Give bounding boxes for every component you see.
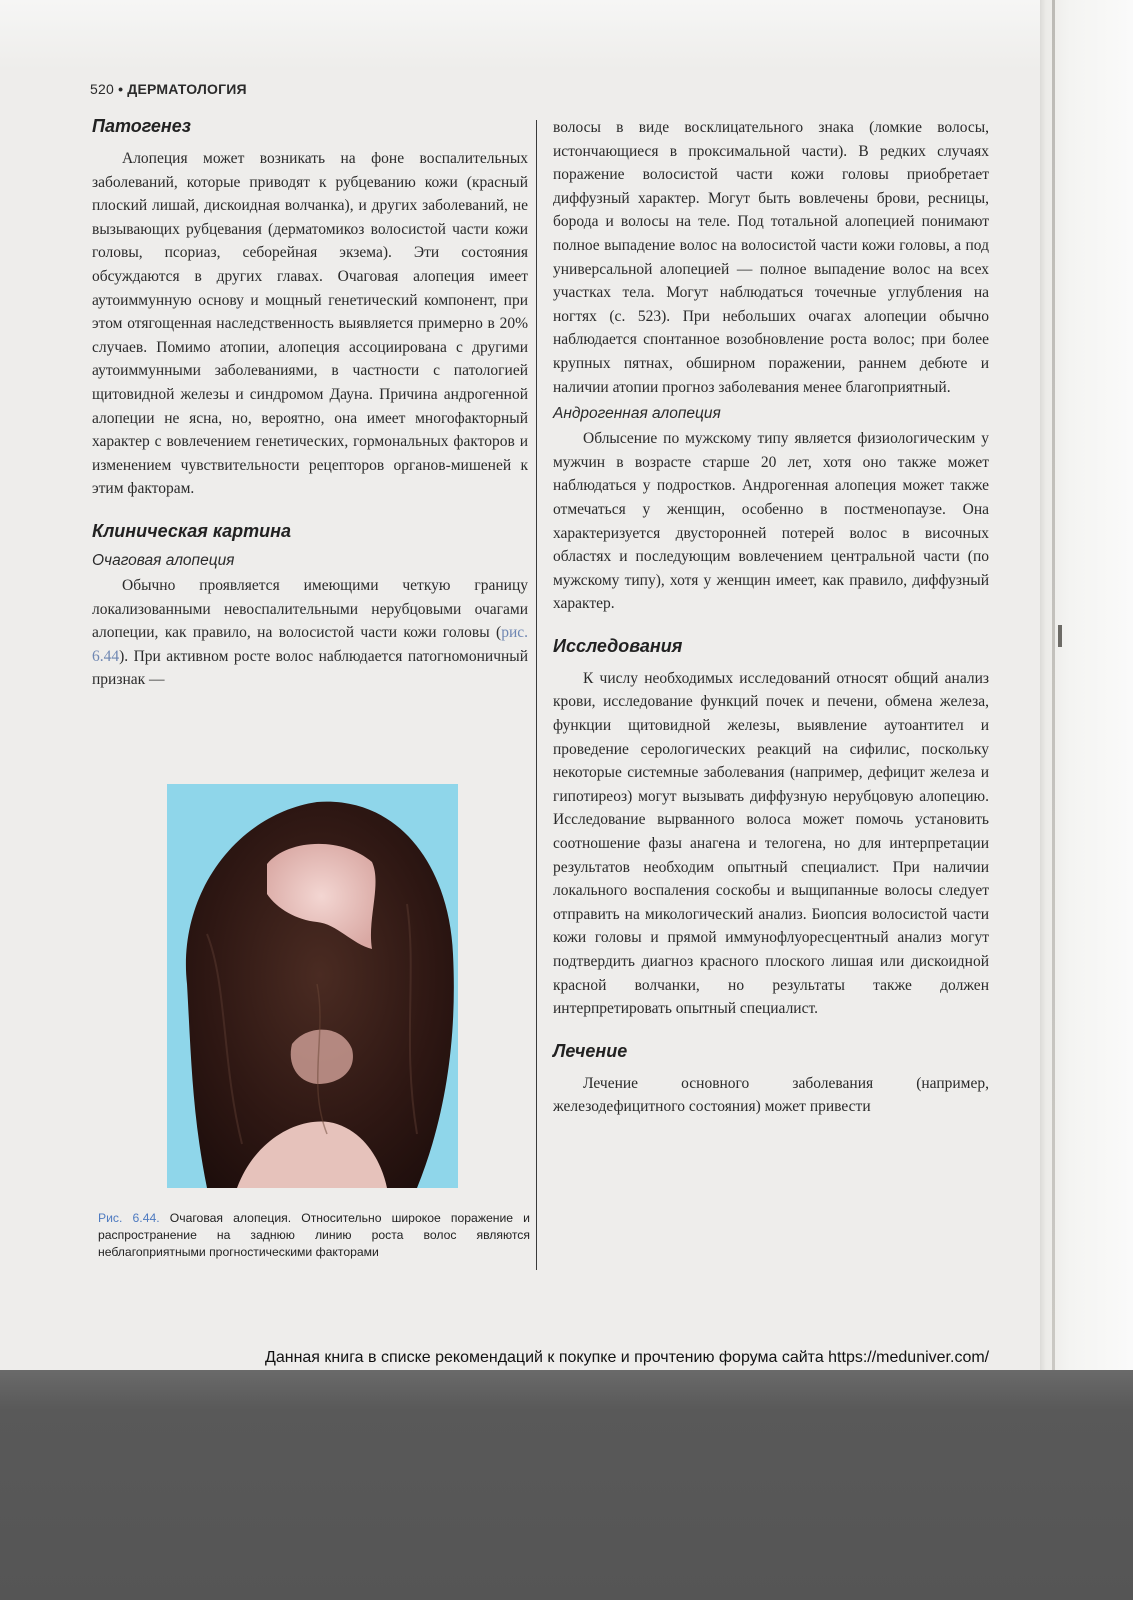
figure-caption-text: Очаговая алопеция. Относительно широкое поражение и распространение на заднюю линию роста волос являются неблагоприятными прогностическими факторами — [98, 1211, 530, 1259]
treatment-heading: Лечение — [553, 1040, 628, 1061]
page-top-shade — [0, 0, 1133, 70]
focal-text-end: ). При активном росте волос наблюдается патогномоничный признак — — [92, 647, 528, 689]
focal-text-start: Обычно проявляется имеющими четкую границу локализованными невоспалительными нерубцовыми очагами алопеции, как правило, на волосистой части кожи головы ( — [92, 576, 528, 642]
investigations-heading: Исследования — [553, 635, 683, 656]
androgenic-alopecia-subheading: Андрогенная алопеция — [553, 405, 721, 423]
pathogenesis-paragraph: Алопеция может возникать на фоне воспалительных заболеваний, которые приводят к рубцеванию кожи (красный плоский лишай, дискоидная волчанка), и других заболеваний, не вызывающих рубцевания (дерматомикоз волосистой части кожи головы, псориаз, себорейная экзема). Эти состояния обсуждаются в других главах. Очаговая алопеция имеет аутоиммунную основу и мощный генетический компонент, при этом отягощенная наследственность выявляется примерно в 20% случаев. Помимо атопии, алопеция ассоциирована с другими аутоиммунными заболеваниями, в частности с патологией щитовидной железы и синдромом Дауна. Причина андрогенной алопеции не ясна, но, вероятно, она имеет многофакторный характер с вовлечением генетических, гормональных факторов и изменением чувствительности рецепторов органов-мишеней к этим факторам. — [92, 150, 528, 498]
page-number: 520 — [90, 81, 114, 97]
section-title: ДЕРМАТОЛОГИЯ — [127, 81, 247, 97]
focal-alopecia-continuation: волосы в виде восклицательного знака (ломкие волосы, истончающиеся в проксимальной части). В редких случаях поражение волосистой части кожи головы приобретает диффузный характер. Могут быть вовлечены брови, ресницы, борода и волосы на теле. Под тотальной алопецией понимают полное выпадение волос на волосистой части кожи головы, а под универсальной алопецией — полное выпадение волос на всех участках тела. Могут наблюдаться точечные углубления на ногтях (с. 523). При небольших очагах алопеции обычно наблюдается спонтанное возобновление роста волос; при более крупных пятнах, обширном поражении, раннем дебюте и наличии атопии прогноз заболевания менее благоприятный. — [553, 119, 989, 396]
androgenic-alopecia-paragraph: Облысение по мужскому типу является физиологическим у мужчин в возрасте старше 20 лет, хотя оно также может наблюдаться у подростков. Андрогенная алопеция может также отмечаться у женщин, особенно в постменопаузе. Она характеризуется двусторонней потерей волос в височных областях и последующим вовлечением центральной части (по мужскому типу), хотя у женщин имеет, как правило, диффузный характер. — [553, 430, 989, 613]
column-divider — [536, 120, 537, 1270]
alopecia-photo-illustration — [167, 784, 458, 1188]
clinical-heading: Клиническая картина — [92, 520, 292, 541]
footer-note: Данная книга в списке рекомендаций к покупке и прочтению форума сайта https://meduniver.com/ — [265, 1349, 990, 1366]
alopecia-photo — [167, 784, 458, 1188]
gutter-mark — [1058, 625, 1062, 647]
figure-caption — [98, 1210, 530, 1261]
left-column — [92, 116, 528, 692]
investigations-paragraph: К числу необходимых исследований относят общий анализ крови, исследование функций почек и печени, обмена железа, функции щитовидной железы, выявление аутоантител и проведение серологических реакций на сифилис, поскольку некоторые системные заболевания (например, дефицит железа и гипотиреоз) могут вызывать диффузную нерубцовую алопецию. Исследование вырванного волоса может помочь установить соотношение фазы анагена и телогена, но для интерпретации результатов необходим опытный специалист. При наличии локального воспаления соскобы и выщипанные волосы следует отправить на микологический анализ. Биопсия волосистой части кожи головы и прямой иммунофлуоресцентный анализ могут подтвердить диагноз красного плоского лишая или дискоидной красной волчанки, но результаты также должен интерпретировать опытный специалист. — [553, 669, 989, 1018]
header-separator: • — [118, 81, 124, 97]
gutter-edge — [1052, 0, 1055, 1370]
right-column — [553, 116, 989, 1119]
treatment-paragraph: Лечение основного заболевания (например, железодефицитного состояния) может привести — [553, 1074, 989, 1116]
running-head — [90, 81, 247, 97]
scanner-background — [0, 1370, 1133, 1600]
figure-caption-label: Рис. 6.44. — [98, 1211, 160, 1225]
focal-alopecia-paragraph — [92, 574, 528, 692]
pathogenesis-heading: Патогенез — [92, 116, 191, 136]
figure-reference-link[interactable]: рис. 6.44 — [92, 624, 528, 665]
focal-alopecia-subheading: Очаговая алопеция — [92, 551, 235, 569]
